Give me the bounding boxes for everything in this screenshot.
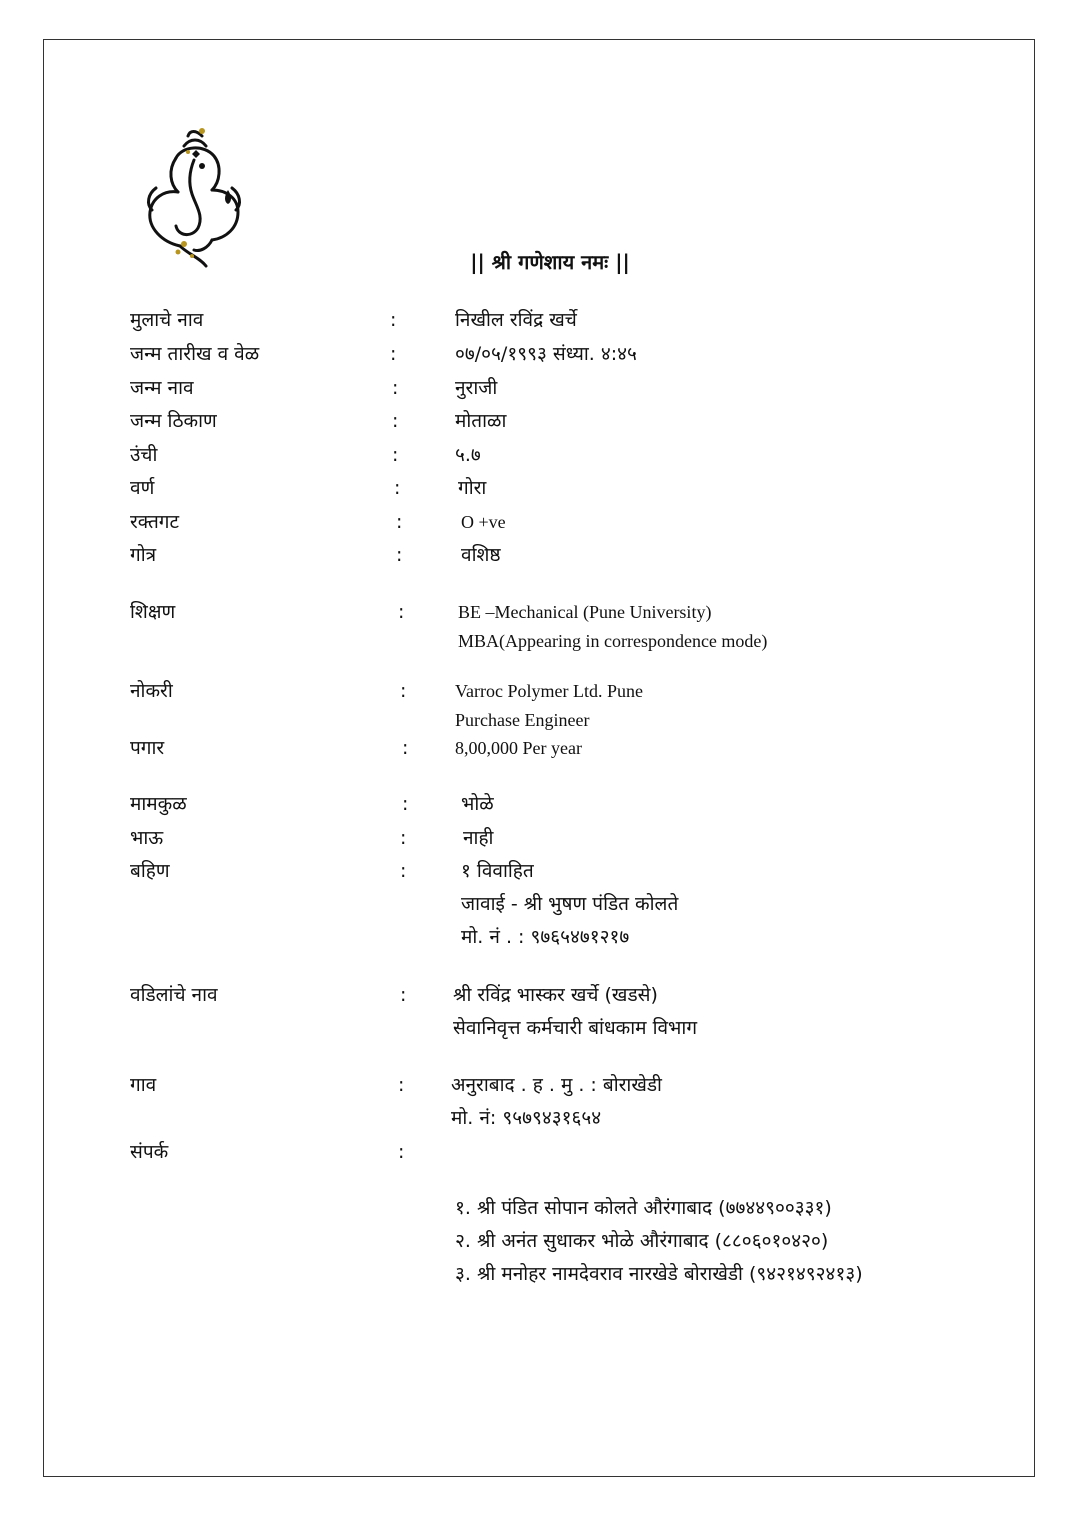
field-label: संपर्क [130,1141,169,1163]
field-separator: : [400,827,407,849]
field-value: मोताळा [455,410,507,432]
field-value: जावाई - श्री भुषण पंडित कोलते [461,893,679,915]
field-value: Varroc Polymer Ltd. Pune [455,681,643,701]
page-title: || श्री गणेशाय नमः || [470,250,630,274]
field-separator: : [398,601,405,623]
field-separator: : [390,343,397,365]
field-label: पगार [130,737,165,759]
field-separator: : [396,511,403,533]
field-separator: : [392,377,399,399]
field-label: मामकुळ [130,793,187,815]
field-separator: : [394,477,401,499]
ganesha-logo-icon [138,124,246,270]
contact-item: ३. श्री मनोहर नामदेवराव नारखेडे बोराखेडी (९४२१४९२४१३) [455,1263,863,1285]
field-separator: : [400,860,407,882]
field-value: निखील रविंद्र खर्चे [455,309,577,331]
field-label: बहिण [130,860,170,882]
field-label: गोत्र [130,544,157,566]
field-value: MBA(Appearing in correspondence mode) [458,631,768,651]
field-separator: : [398,1074,405,1096]
field-value: श्री रविंद्र भास्कर खर्चे (खडसे) [453,984,658,1006]
field-label: जन्म नाव [130,377,194,399]
field-value: १ विवाहित [461,860,534,882]
field-label: जन्म ठिकाण [130,410,217,432]
field-label: मुलाचे नाव [130,309,204,331]
field-separator: : [390,309,397,331]
field-value: नुराजी [455,377,498,399]
field-value: ०७/०५/१९९३ संध्या. ४:४५ [455,343,637,365]
field-value: भोळे [461,793,494,815]
field-label: उंची [130,444,158,466]
field-separator: : [398,1141,405,1163]
field-label: शिक्षण [130,601,176,623]
field-separator: : [402,793,409,815]
field-value: गोरा [458,477,487,499]
field-separator: : [392,444,399,466]
field-separator: : [402,737,409,759]
field-label: वर्ण [130,477,155,499]
field-value: वशिष्ठ [461,544,501,566]
field-label: गाव [130,1074,157,1096]
contact-item: १. श्री पंडित सोपान कोलते औरंगाबाद (७७४४९००३३१) [455,1197,832,1219]
field-value: सेवानिवृत्त कर्मचारी बांधकाम विभाग [453,1017,698,1039]
field-value: मो. नं: ९५७९४३१६५४ [451,1107,602,1129]
field-value: ५.७ [455,444,481,466]
field-label: जन्म तारीख व वेळ [130,343,260,365]
field-value: अनुराबाद . ह . मु . : बोराखेडी [451,1074,662,1096]
field-separator: : [392,410,399,432]
contact-item: २. श्री अनंत सुधाकर भोळे औरंगाबाद (८८०६०१०४२०) [455,1230,829,1252]
field-label: भाऊ [130,827,164,849]
field-value: 8,00,000 Per year [455,738,582,758]
field-separator: : [400,680,407,702]
field-label: रक्तगट [130,511,180,533]
field-value: Purchase Engineer [455,710,590,730]
field-value: नाही [463,827,494,849]
field-label: नोकरी [130,680,173,702]
field-separator: : [396,544,403,566]
field-separator: : [400,984,407,1006]
field-value: O +ve [461,512,506,532]
field-label: वडिलांचे नाव [130,984,218,1006]
field-value: मो. नं . : ९७६५४७१२१७ [461,926,630,948]
field-value: BE –Mechanical (Pune University) [458,602,712,622]
